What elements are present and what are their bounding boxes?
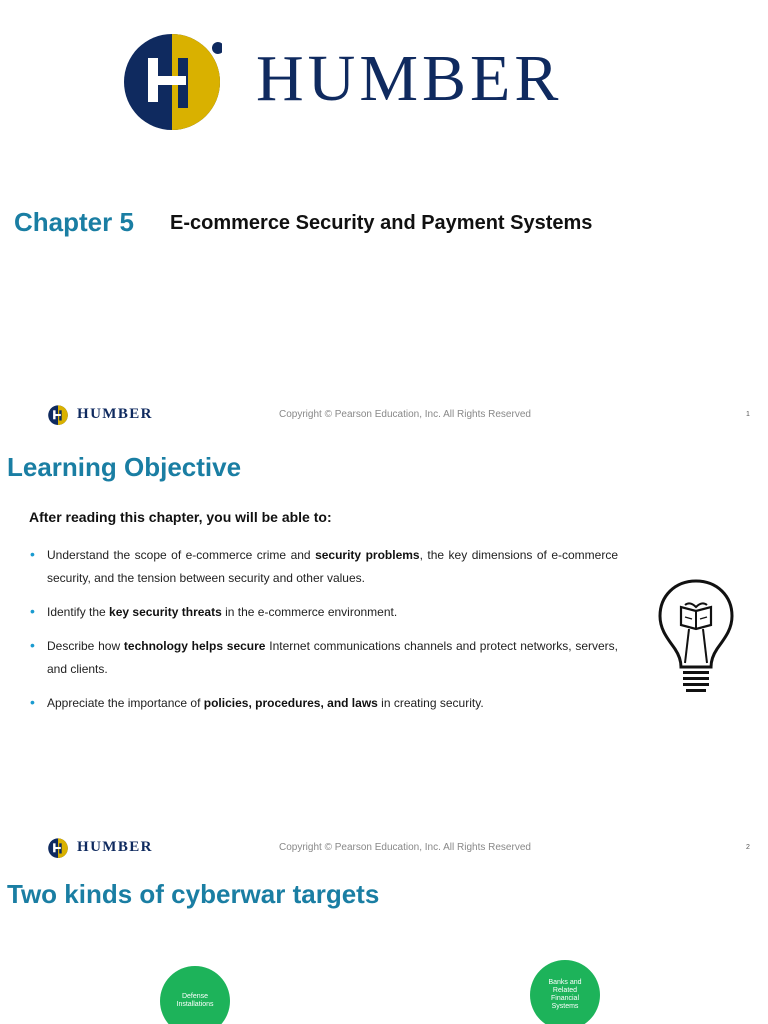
list-item: • Appreciate the importance of policies, procedures, and laws in creating security.: [30, 692, 618, 715]
humber-wordmark: HUMBER: [77, 406, 153, 422]
target-circle: [530, 960, 600, 1024]
lightbulb-book-icon: [655, 577, 737, 697]
humber-logo-small: [47, 836, 167, 860]
bullet-icon: •: [30, 546, 35, 562]
humber-emblem-icon: [47, 838, 69, 858]
bullet-icon: •: [30, 637, 35, 653]
bullet-icon: •: [30, 603, 35, 619]
intro-text: After reading this chapter, you will be able to:: [29, 509, 332, 525]
list-item: • Describe how technology helps secure Internet communications channels and protect networks, servers, and clients.: [30, 635, 618, 681]
slide-title: Two kinds of cyberwar targets: [7, 879, 380, 909]
target-label: Banks and Related Financial Systems: [548, 979, 582, 1010]
slide-title: Learning Objective: [7, 452, 242, 482]
target-label: Defense Installations: [176, 993, 214, 1008]
cyberwar-targets-slide: [0, 872, 768, 1024]
objective-list: [30, 544, 618, 726]
humber-emblem-icon: [47, 405, 69, 425]
list-item: • Identify the key security threats in the e-commerce environment.: [30, 601, 618, 624]
humber-logo-small: [47, 403, 167, 427]
chapter-title: E-commerce Security and Payment Systems: [170, 212, 593, 234]
humber-wordmark: HUMBER: [256, 42, 563, 115]
chapter-label: Chapter 5: [14, 207, 134, 237]
humber-wordmark: HUMBER: [77, 839, 153, 855]
page-number: 2: [746, 844, 750, 851]
copyright-text: Copyright © Pearson Education, Inc. All Rights Reserved: [279, 409, 531, 420]
slide-footer: [0, 403, 768, 427]
target-circle: [160, 966, 230, 1024]
bullet-icon: •: [30, 694, 35, 710]
list-item: • Understand the scope of e-commerce crime and security problems, the key dimensions of e-commerce security, and the tension between security and other values.: [30, 544, 618, 590]
page-number: 1: [746, 411, 750, 418]
slide-footer: [0, 836, 768, 860]
humber-logo: [122, 32, 602, 130]
learning-objective-slide: [0, 440, 768, 872]
humber-emblem-icon: [122, 32, 222, 130]
title-slide: [0, 0, 768, 432]
copyright-text: Copyright © Pearson Education, Inc. All Rights Reserved: [279, 842, 531, 853]
